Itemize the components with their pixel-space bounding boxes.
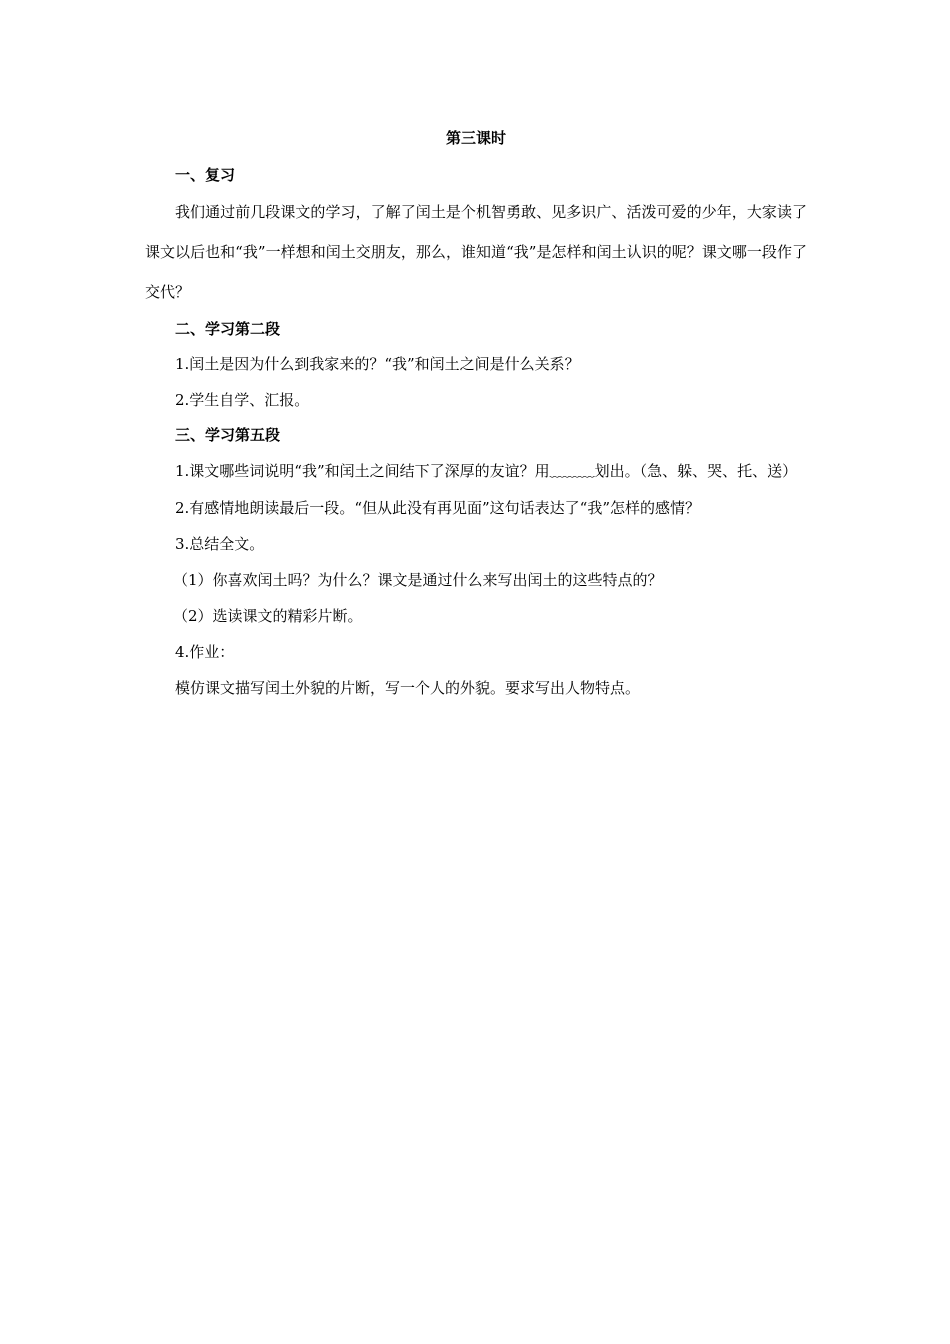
- part-five-item-4: 4.作业：: [175, 643, 235, 661]
- section-heading-review: 一、复习: [175, 166, 236, 184]
- part-five-item-2: 2.有感情地朗读最后一段。“但从此没有再见面”这句话表达了“我”怎样的感情？: [175, 499, 700, 517]
- part-five-item-1: 1.课文哪些词说明“我”和闰土之间结下了深厚的友谊？用﹏﹏﹏划出。（急、躲、哭、托、送）: [175, 462, 798, 480]
- part-five-item-3: 3.总结全文。: [175, 535, 265, 553]
- homework-text: 模仿课文描写闰土外貌的片断，写一个人的外貌。要求写出人物特点。: [175, 679, 641, 697]
- part-five-subitem-2: （2）选读课文的精彩片断。: [173, 607, 363, 625]
- part-two-item-1: 1.闰土是因为什么到我家来的？“我”和闰土之间是什么关系？: [175, 355, 580, 373]
- lesson-title: 第三课时: [445, 129, 506, 147]
- part-five-subitem-1: （1）你喜欢闰土吗？为什么？课文是通过什么来写出闰土的这些特点的？: [173, 571, 663, 589]
- section-heading-part-two: 二、学习第二段: [175, 320, 281, 338]
- part-two-item-2: 2.学生自学、汇报。: [175, 391, 310, 409]
- review-paragraph: 我们通过前几段课文的学习，了解了闰土是个机智勇敢、见多识广、活泼可爱的少年，大家读了课文以后也和“我”一样想和闰土交朋友，那么，谁知道“我”是怎样和闰土认识的呢？课文哪一段作了交代？: [145, 203, 807, 301]
- document-body: [145, 124, 807, 706]
- section-heading-part-five: 三、学习第五段: [175, 426, 281, 444]
